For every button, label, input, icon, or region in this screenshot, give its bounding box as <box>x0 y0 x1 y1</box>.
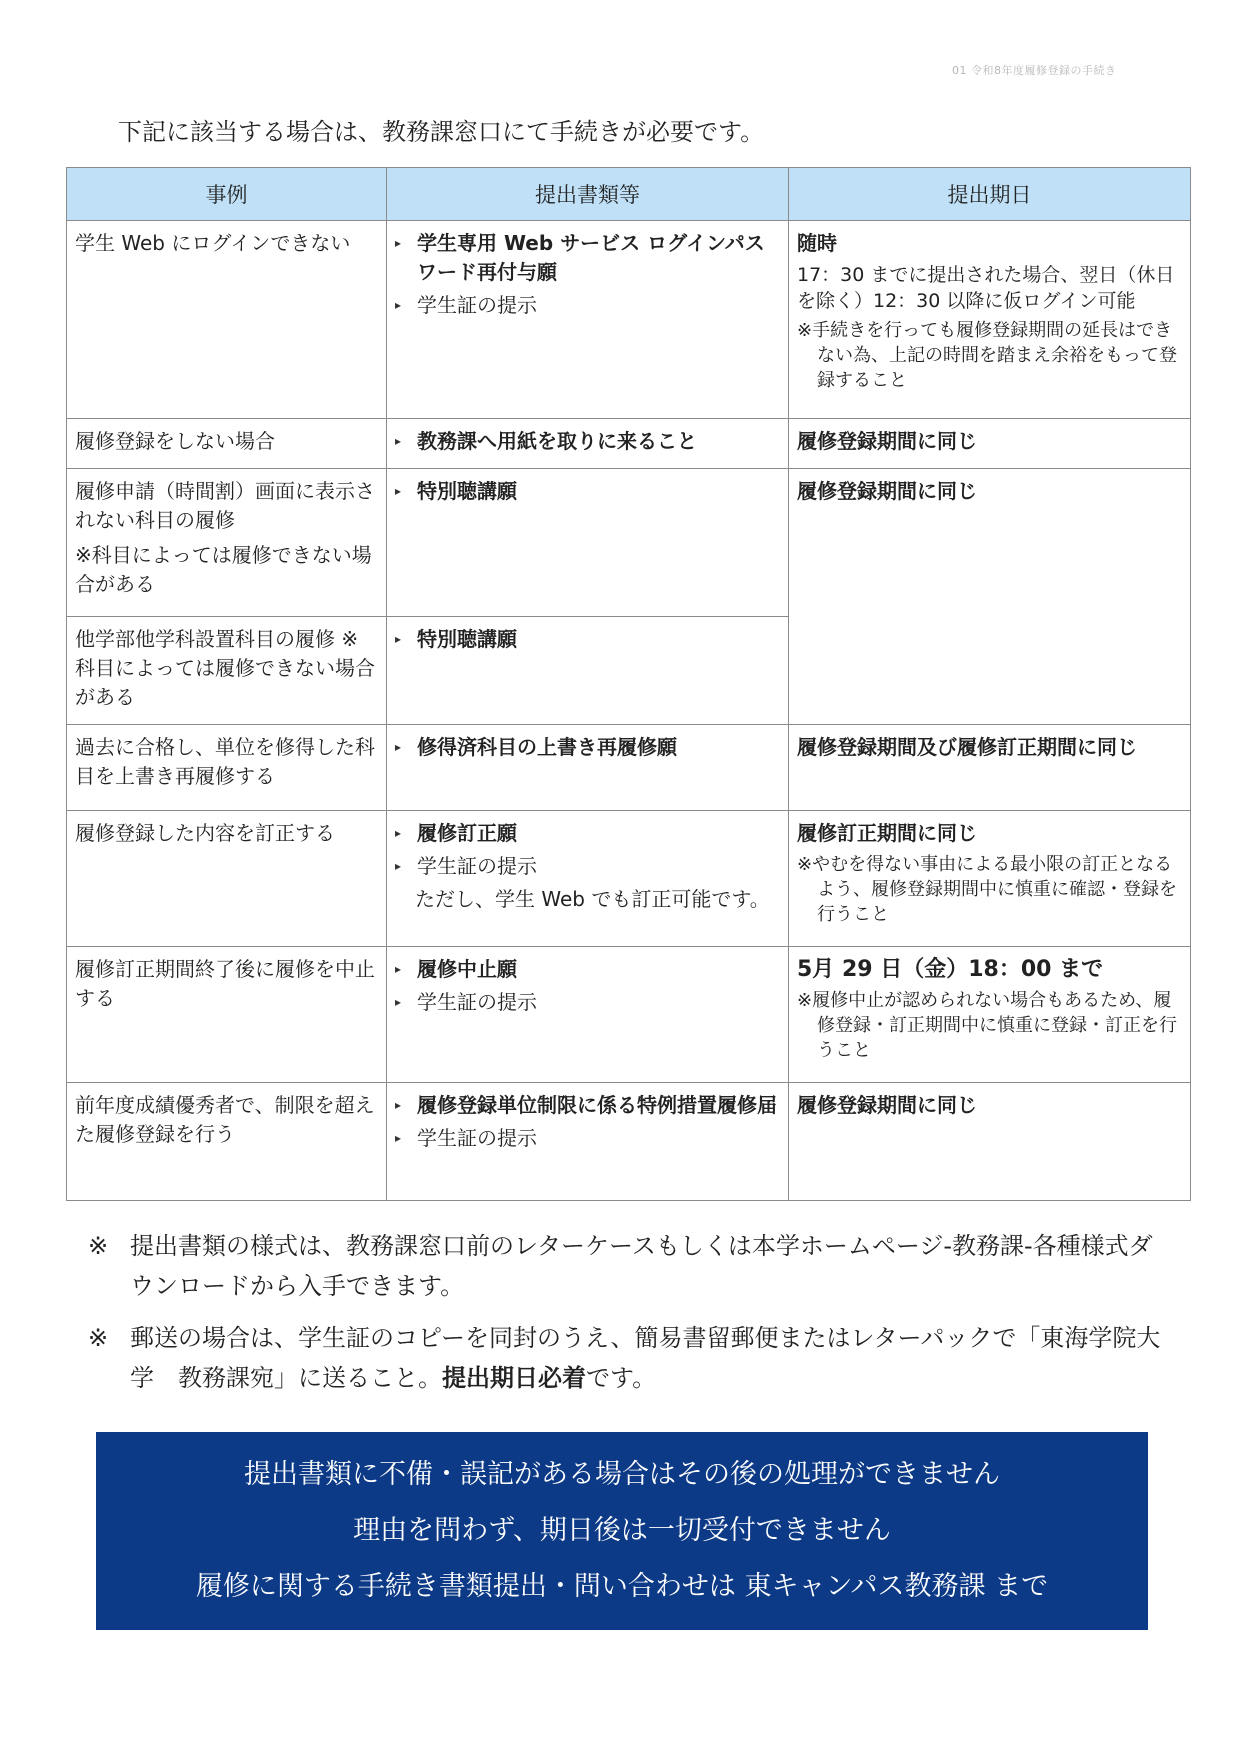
doc-item <box>395 291 780 320</box>
bullet-icon: ▸ <box>395 298 402 312</box>
note-text-wrap <box>130 1318 1168 1398</box>
doc-item <box>395 477 780 506</box>
procedure-table <box>66 167 1191 1201</box>
deadline-main: 履修登録期間に同じ <box>797 1093 977 1117</box>
doc-item <box>395 625 780 654</box>
case-cell <box>67 811 387 947</box>
case-cell <box>67 469 387 617</box>
note-mark: ※ <box>88 1324 109 1352</box>
deadline-cell <box>789 221 1191 419</box>
note-text: 郵送の場合は、学生証のコピーを同封のうえ、簡易書留郵便またはレターパックで「東海学院大学 教務課宛」に送ること。 <box>130 1324 1161 1392</box>
deadline-cell <box>789 947 1191 1083</box>
table-row <box>67 811 1191 947</box>
docs-cell <box>387 811 789 947</box>
case-text: 履修訂正期間終了後に履修を中止する <box>75 957 375 1010</box>
doc-item <box>395 1124 780 1153</box>
note-bold-text: 提出期日必着 <box>442 1364 586 1392</box>
case-text: 履修登録をしない場合 <box>75 429 275 453</box>
note-mark: ※ <box>88 1232 109 1260</box>
docs-cell <box>387 947 789 1083</box>
deadline-note: ※やむを得ない事由による最小限の訂正となるよう、履修登録期間中に慎重に確認・登録を行うこと <box>797 854 1177 925</box>
table-row <box>67 947 1191 1083</box>
deadline-main: 履修登録期間及び履修訂正期間に同じ <box>797 735 1137 759</box>
bullet-icon: ▸ <box>395 1131 402 1145</box>
docs-cell <box>387 617 789 725</box>
deadline-main: 5月 29 日（金）18：00 まで <box>797 957 1104 982</box>
case-cell <box>67 221 387 419</box>
banner-line: 理由を問わず、期日後は一切受付できません <box>353 1515 891 1546</box>
table-row <box>67 725 1191 811</box>
note-item <box>88 1318 1168 1398</box>
intro-text: 下記に該当する場合は、教務課窓口にて手続きが必要です。 <box>118 118 765 146</box>
deadline-note: ※履修中止が認められない場合もあるため、履修登録・訂正期間中に慎重に登録・訂正を行うこと <box>797 990 1177 1061</box>
doc-text: 履修登録単位制限に係る特例措置履修届 <box>417 1093 777 1117</box>
case-cell <box>67 947 387 1083</box>
doc-text: 学生専用 Web サービス ログインパスワード再付与願 <box>417 231 765 284</box>
doc-item <box>395 819 780 848</box>
deadline-main: 履修登録期間に同じ <box>797 429 977 453</box>
bullet-icon: ▸ <box>395 962 402 976</box>
doc-text: 特別聴講願 <box>417 627 517 651</box>
header-tag: 01 令和8年度履修登録の手続き <box>952 64 1117 77</box>
doc-item <box>395 427 780 456</box>
notice-banner <box>96 1432 1148 1630</box>
doc-text: 修得済科目の上書き再履修願 <box>417 735 677 759</box>
deadline-cell <box>789 811 1191 947</box>
bullet-icon: ▸ <box>395 236 402 250</box>
bullet-icon: ▸ <box>395 1098 402 1112</box>
doc-text: 学生証の提示 <box>417 1126 537 1150</box>
doc-text: 学生証の提示 <box>417 990 537 1014</box>
doc-text: 履修中止願 <box>417 957 517 981</box>
deadline-cell <box>789 725 1191 811</box>
doc-text: 履修訂正願 <box>417 821 517 845</box>
header-docs: 提出書類等 <box>387 168 789 221</box>
header-deadline: 提出期日 <box>789 168 1191 221</box>
deadline-cell <box>789 469 1191 725</box>
deadline-cell <box>789 1083 1191 1201</box>
header-case: 事例 <box>67 168 387 221</box>
doc-text: 特別聴講願 <box>417 479 517 503</box>
case-text: 学生 Web にログインできない <box>75 231 351 255</box>
banner-line: 履修に関する手続き書類提出・問い合わせは 東キャンパス教務課 まで <box>195 1571 1049 1602</box>
doc-item <box>395 1091 780 1120</box>
case-text: 履修登録した内容を訂正する <box>75 821 335 845</box>
bullet-icon: ▸ <box>395 826 402 840</box>
doc-text: 学生証の提示 <box>417 854 537 878</box>
deadline-note: ※手続きを行っても履修登録期間の延長はできない為、上記の時間を踏まえ余裕をもって登録すること <box>797 320 1177 391</box>
table-row <box>67 1083 1191 1201</box>
docs-cell <box>387 221 789 419</box>
case-text: 前年度成績優秀者で、制限を超えた履修登録を行う <box>75 1093 375 1146</box>
deadline-main: 履修登録期間に同じ <box>797 479 977 503</box>
docs-cell <box>387 1083 789 1201</box>
case-cell <box>67 725 387 811</box>
note-text: 提出書類の様式は、教務課窓口前のレターケースもしくは本学ホームページ-教務課-各種様式ダウンロードから入手できます。 <box>130 1232 1153 1300</box>
doc-text: 教務課へ用紙を取りに来ること <box>417 429 697 453</box>
deadline-sub: 17：30 までに提出された場合、翌日（休日を除く）12：30 以降に仮ログイン可能 <box>797 264 1175 312</box>
table-header-row <box>67 168 1191 221</box>
doc-item <box>395 988 780 1017</box>
note-tail: です。 <box>586 1364 657 1392</box>
docs-cell <box>387 419 789 469</box>
case-text: 履修申請（時間割）画面に表示されない科目の履修 <box>75 479 375 532</box>
case-cell <box>67 1083 387 1201</box>
banner-line: 提出書類に不備・誤記がある場合はその後の処理ができません <box>244 1459 1000 1490</box>
bullet-icon: ▸ <box>395 740 402 754</box>
deadline-main: 随時 <box>797 231 837 255</box>
deadline-cell <box>789 419 1191 469</box>
case-text: 過去に合格し、単位を修得した科目を上書き再履修する <box>75 735 375 788</box>
case-text: 他学部他学科設置科目の履修 ※科目によっては履修できない場合がある <box>75 627 375 709</box>
table-row <box>67 221 1191 419</box>
bullet-icon: ▸ <box>395 995 402 1009</box>
doc-item <box>395 955 780 984</box>
table-row <box>67 469 1191 617</box>
bullet-icon: ▸ <box>395 434 402 448</box>
docs-cell <box>387 725 789 811</box>
case-cell <box>67 617 387 725</box>
case-note: ※科目によっては履修できない場合がある <box>75 543 372 596</box>
bullet-icon: ▸ <box>395 859 402 873</box>
doc-item <box>395 229 780 287</box>
doc-note: ただし、学生 Web でも訂正可能です。 <box>415 887 770 911</box>
docs-cell <box>387 469 789 617</box>
table-row <box>67 419 1191 469</box>
bullet-icon: ▸ <box>395 484 402 498</box>
doc-text: 学生証の提示 <box>417 293 537 317</box>
doc-item <box>395 852 780 881</box>
doc-item <box>395 733 780 762</box>
note-item <box>88 1226 1168 1306</box>
case-cell <box>67 419 387 469</box>
bullet-icon: ▸ <box>395 632 402 646</box>
notes <box>88 1226 1168 1410</box>
deadline-main: 履修訂正期間に同じ <box>797 821 977 845</box>
